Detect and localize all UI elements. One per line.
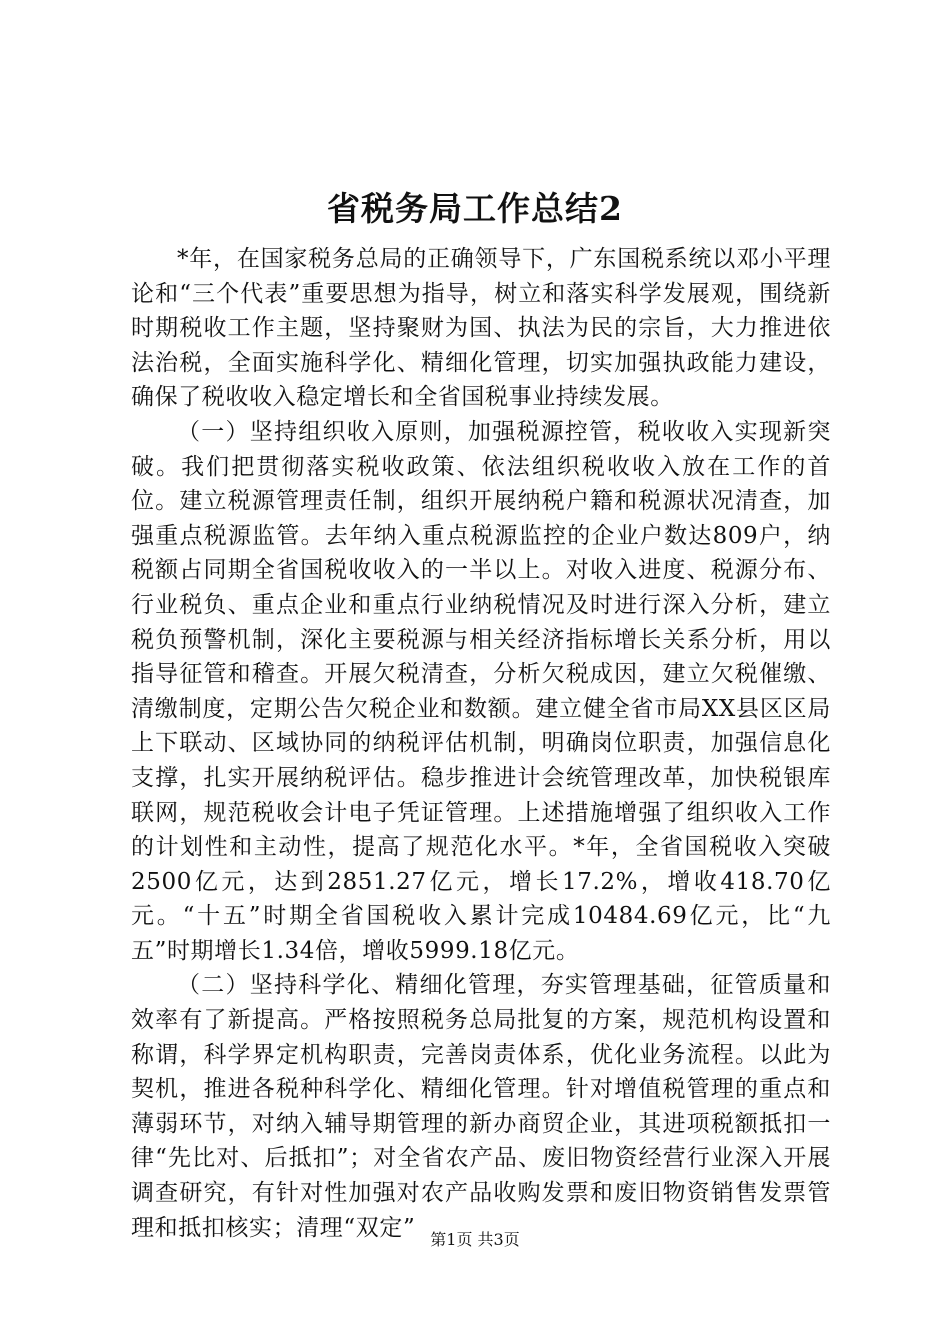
- page-footer: 第1页 共3页: [430, 1230, 520, 1249]
- paragraph-section-2: （二）坚持科学化、精细化管理，夯实管理基础，征管质量和效率有了新提高。严格按照税务总局批复的方案，规范机构设置和称谓，科学界定机构职责，完善岗责体系，优化业务流程。以此为契机，推进各税种科学化、精细化管理。针对增值税管理的重点和薄弱环节，对纳入辅导期管理的新办商贸企业，其进项税额抵扣一律“先比对、后抵扣”；对全省农产品、废旧物资经营行业深入开展调查研究，有针对性加强对农产品收购发票和废旧物资销售发票管理和抵扣核实；清理“双定”: [131, 972, 831, 1241]
- paragraph-intro: *年，在国家税务总局的正确领导下，广东国税系统以邓小平理论和“三个代表”重要思想为指导，树立和落实科学发展观，围绕新时期税收工作主题，坚持聚财为国、执法为民的宗旨，大力推进依法治税，全面实施科学化、精细化管理，切实加强执政能力建设，确保了税收收入稳定增长和全省国税事业持续发展。: [131, 246, 831, 411]
- document-title: 省税务局工作总结2: [327, 189, 623, 228]
- paragraph-section-1: （一）坚持组织收入原则，加强税源控管，税收收入实现新突破。我们把贯彻落实税收政策、依法组织税收收入放在工作的首位。建立税源管理责任制，组织开展纳税户籍和税源状况清查，加强重点税源监管。去年纳入重点税源监控的企业户数达809户，纳税额占同期全省国税收收入的一半以上。对收入进度、税源分布、行业税负、重点企业和重点行业纳税情况及时进行深入分析，建立税负预警机制，深化主要税源与相关经济指标增长关系分析，用以指导征管和稽查。开展欠税清查，分析欠税成因，建立欠税催缴、清缴制度，定期公告欠税企业和数额。建立健全省市局XX县区区局上下联动、区域协同的纳税评估机制，明确岗位职责，加强信息化支撑，扎实开展纳税评估。稳步推进计会统管理改革，加快税银库联网，规范税收会计电子凭证管理。上述措施增强了组织收入工作的计划性和主动性，提高了规范化水平。*年，全省国税收入突破2500亿元，达到2851.27亿元，增长17.2%，增收418.70亿元。“十五”时期全省国税收入累计完成10484.69亿元，比“九五”时期增长1.34倍，增收5999.18亿元。: [131, 418, 831, 964]
- document-body: [131, 242, 831, 1245]
